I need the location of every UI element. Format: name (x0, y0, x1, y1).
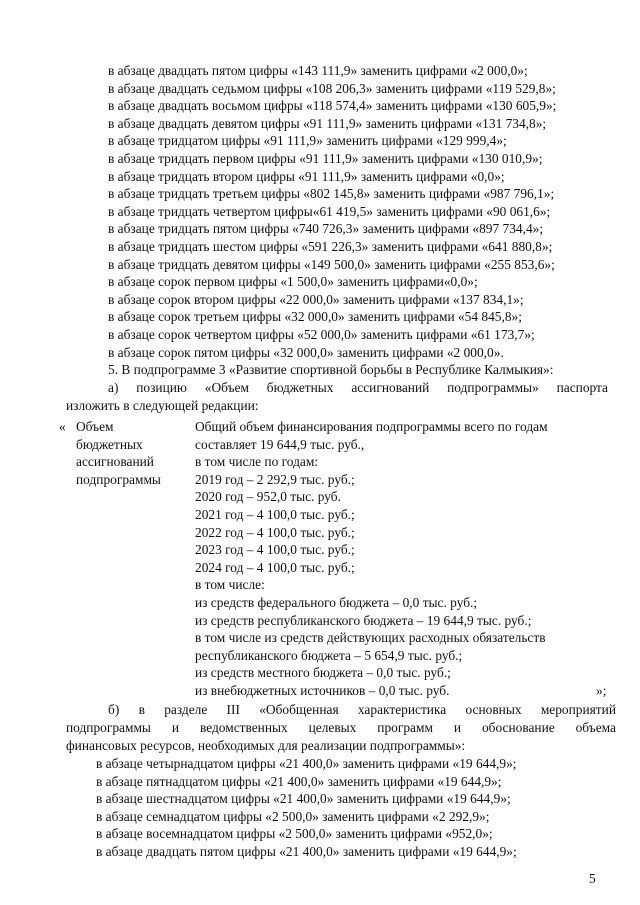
desc-line: 2024 год – 4 100,0 тыс. руб.; (195, 559, 355, 575)
desc-line: в том числе: (195, 577, 265, 593)
amendment-line: в абзаце пятнадцатом цифры «21 400,0» заменить цифрами «19 644,9»; (96, 773, 502, 789)
amendment-line: в абзаце тридцать пятом цифры «740 726,3» заменить цифрами «897 734,4»; (108, 221, 544, 237)
label-line: подпрограммы (76, 471, 161, 487)
desc-line: 2019 год – 2 292,9 тыс. руб.; (195, 471, 355, 487)
desc-line: 2022 год – 4 100,0 тыс. руб.; (195, 524, 355, 540)
amendment-line: в абзаце тридцать втором цифры «91 111,9» заменить цифрами «0,0»; (108, 168, 505, 184)
desc-line: из средств республиканского бюджета – 19 644,9 тыс. руб.; (195, 612, 532, 628)
amendment-line: в абзаце двадцать седьмом цифры «108 206,3» заменить цифрами «119 529,8»; (108, 80, 556, 96)
desc-line: из внебюджетных источников – 0,0 тыс. руб. (195, 682, 450, 698)
desc-line: в том числе из средств действующих расходных обязательств (195, 630, 546, 646)
amendment-line: в абзаце тридцать третьем цифры «802 145,8» заменить цифрами «987 796,1»; (108, 186, 555, 202)
desc-line: 2023 год – 4 100,0 тыс. руб.; (195, 542, 355, 558)
amendment-line: в абзаце сорок пятом цифры «32 000,0» заменить цифрами «2 000,0». (108, 344, 504, 360)
label-line: бюджетных (76, 436, 143, 452)
amendment-line: в абзаце шестнадцатом цифры «21 400,0» заменить цифрами «19 644,9»; (96, 791, 511, 807)
closing-quote: »; (596, 683, 607, 698)
amendment-list-bottom (96, 755, 616, 861)
amendment-line: в абзаце тридцатом цифры «91 111,9» заменить цифрами «129 999,4»; (108, 133, 507, 149)
amendment-line: в абзаце восемнадцатом цифры «2 500,0» заменить цифрами «952,0»; (96, 826, 493, 842)
desc-line: составляет 19 644,9 тыс. руб., (195, 436, 365, 452)
desc-line: из средств местного бюджета – 0,0 тыс. руб.; (195, 665, 451, 681)
amendment-list-top (108, 62, 608, 361)
desc-line: республиканского бюджета – 5 654,9 тыс. руб.; (195, 647, 463, 663)
amendment-line: в абзаце тридцать девятом цифры «149 500,0» заменить цифрами «255 853,6»; (108, 256, 555, 272)
desc-line: в том числе по годам: (195, 454, 319, 470)
amendment-line: в абзаце двадцать пятом цифры «21 400,0» заменить цифрами «19 644,9»; (96, 843, 517, 859)
opening-quote: « (59, 419, 66, 434)
amendment-line: в абзаце тридцать шестом цифры «591 226,3» заменить цифрами «641 880,8»; (108, 238, 553, 254)
label-line: ассигнований (76, 454, 154, 470)
amendment-line: в абзаце двадцать пятом цифры «143 111,9» заменить цифрами «2 000,0»; (108, 63, 528, 78)
desc-line: 2021 год – 4 100,0 тыс. руб.; (195, 506, 355, 522)
paragraph-b-line-3: финансовых ресурсов, необходимых для реализации подпрограммы»: (66, 738, 466, 753)
amendment-line: в абзаце сорок четвертом цифры «52 000,0» заменить цифрами «61 173,7»; (108, 326, 535, 342)
page-number: 5 (589, 871, 596, 886)
amendment-line: в абзаце сорок первом цифры «1 500,0» заменить цифрами«0,0»; (108, 274, 478, 290)
desc-line: из средств федерального бюджета – 0,0 тыс. руб.; (195, 594, 478, 610)
amendment-line: в абзаце тридцать первом цифры «91 111,9» заменить цифрами «130 010,9»; (108, 150, 543, 166)
desc-line: Общий объем финансирования подпрограммы всего по годам (195, 419, 548, 434)
paragraph-a-line-2: изложить в следующей редакции: (66, 398, 259, 413)
paragraph-b-line-2: подпрограммы и ведомственных целевых программ и обоснование объема (66, 720, 616, 735)
paragraph-a-line-1: а) позицию «Объем бюджетных ассигнований подпрограммы» паспорта (108, 380, 608, 395)
amendment-line: в абзаце сорок третьем цифры «32 000,0» заменить цифрами «54 845,8»; (108, 309, 522, 325)
section-heading-5: 5. В подпрограмме 3 «Развитие спортивной борьбы в Республике Калмыкия»: (108, 362, 554, 377)
amendment-line: в абзаце тридцать четвертом цифры«61 419,5» заменить цифрами «90 061,6»; (108, 203, 551, 219)
amendment-line: в абзаце двадцать восьмом цифры «118 574,4» заменить цифрами «130 605,9»; (108, 98, 557, 114)
amendment-line: в абзаце сорок втором цифры «22 000,0» заменить цифрами «137 834,1»; (108, 291, 524, 307)
label-line: Объем (76, 419, 114, 434)
amendment-line: в абзаце семнадцатом цифры «2 500,0» заменить цифрами «2 292,9»; (96, 808, 490, 824)
passport-label-column (76, 418, 176, 488)
amendment-line: в абзаце двадцать девятом цифры «91 111,9» заменить цифрами «131 734,8»; (108, 115, 547, 131)
desc-line: 2020 год – 952,0 тыс. руб. (195, 489, 341, 505)
paragraph-b-line-1: б) в разделе III «Обобщенная характеристика основных мероприятий (108, 702, 616, 717)
passport-description-column (195, 418, 615, 700)
amendment-line: в абзаце четырнадцатом цифры «21 400,0» заменить цифрами «19 644,9»; (96, 756, 517, 771)
